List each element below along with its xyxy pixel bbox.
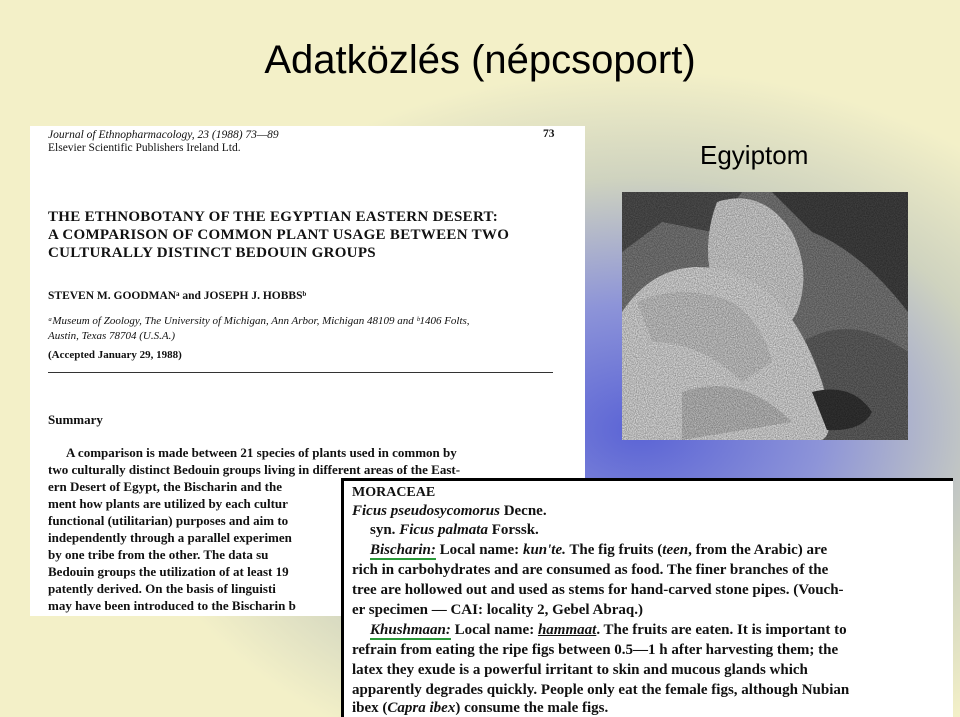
paper-title (48, 208, 568, 262)
summary-heading: Summary (48, 412, 103, 427)
syn-prefix: syn. (370, 522, 396, 538)
divider (48, 372, 553, 373)
excerpt-last-line (352, 700, 608, 717)
syn-author: Forssk. (491, 522, 539, 538)
summary-line: may have been introduced to the Bischarin b (48, 598, 296, 613)
bischarin-label: Bischarin: (370, 542, 436, 558)
bischarin-line (370, 542, 827, 559)
excerpt-line: rich in carbohydrates and are consumed as food. The finer branches of the (352, 562, 829, 578)
summary-line: Bedouin groups the utilization of at least 19 (48, 564, 289, 579)
summary-line: functional (utilitarian) purposes and aim to (48, 513, 289, 528)
affiliation-line: Austin, Texas 78704 (U.S.A.) (48, 330, 176, 342)
excerpt-line: latex they exude is a powerful irritant to skin and mucous glands which (352, 662, 808, 678)
photo-bedouin-illustration (622, 192, 908, 440)
paper-title-line: CULTURALLY DISTINCT BEDOUIN GROUPS (48, 245, 376, 261)
paper-authors: STEVEN M. GOODMANᵃ and JOSEPH J. HOBBSᵇ (48, 290, 307, 302)
last-text: ibex ( (352, 700, 388, 716)
summary-line: ern Desert of Egypt, the Bischarin and the (48, 479, 282, 494)
excerpt-line: refrain from eating the ripe figs between 0.5—1 h after harvesting them; the (352, 642, 839, 658)
local-name-label: Local name: (454, 622, 535, 638)
bischarin-local-name: kun'te. (522, 542, 566, 558)
paper-title-line: A COMPARISON OF COMMON PLANT USAGE BETWEEN TWO (48, 227, 510, 243)
teen-word: teen (662, 542, 689, 558)
species-line (352, 503, 547, 520)
publisher: Elsevier Scientific Publishers Ireland Ltd. (48, 142, 241, 154)
accepted-date: (Accepted January 29, 1988) (48, 349, 182, 361)
page-number: 73 (543, 128, 555, 140)
synonym-line (370, 522, 539, 539)
country-label: Egyiptom (700, 140, 809, 170)
photo-bedouin (622, 192, 908, 440)
summary-line: ment how plants are utilized by each cultur (48, 496, 288, 511)
excerpt-ficus (341, 478, 953, 717)
summary-line: patently derived. On the basis of linguisti (48, 581, 276, 596)
paper-affiliation (48, 314, 578, 344)
slide-title: Adatközlés (népcsoport) (264, 38, 696, 82)
bischarin-text: The fig fruits ( (569, 542, 663, 558)
excerpt-line: apparently degrades quickly. People only eat the female figs, although Nubian (352, 682, 850, 698)
species-author: Decne. (503, 503, 547, 519)
summary-line: independently through a parallel experimen (48, 530, 292, 545)
excerpt-line: tree are hollowed out and used as stems for hand-carved stone pipes. (Vouch- (352, 582, 844, 598)
affiliation-line: ᵃMuseum of Zoology, The University of Michigan, Ann Arbor, Michigan 48109 and ᵇ1406 Folts, (48, 315, 470, 327)
journal-citation: Journal of Ethnopharmacology, 23 (1988) 73—89 (48, 129, 279, 141)
paper-title-line: THE ETHNOBOTANY OF THE EGYPTIAN EASTERN DESERT: (48, 209, 499, 225)
summary-line: A comparison is made between 21 species of plants used in common by (66, 445, 457, 460)
excerpt-line: er specimen — CAI: locality 2, Gebel Abraq.) (352, 602, 643, 618)
khushmaan-local-name: hammaat (537, 622, 597, 638)
local-name-label: Local name: (439, 542, 520, 558)
family-heading: MORACEAE (352, 485, 436, 500)
syn-species: Ficus palmata (399, 522, 488, 538)
last-text: ) consume the male figs. (455, 700, 609, 716)
species-name: Ficus pseudosycomorus (352, 503, 500, 519)
summary-line: two culturally distinct Bedouin groups living in different areas of the East- (48, 462, 461, 477)
khushmaan-line (370, 622, 847, 639)
khushmaan-label: Khushmaan: (370, 622, 451, 638)
summary-line: by one tribe from the other. The data su (48, 547, 269, 562)
bischarin-text: , from the Arabic) are (688, 542, 828, 558)
khushmaan-text: . The fruits are eaten. It is important to (596, 622, 847, 638)
capra-ibex: Capra ibex (387, 700, 456, 716)
